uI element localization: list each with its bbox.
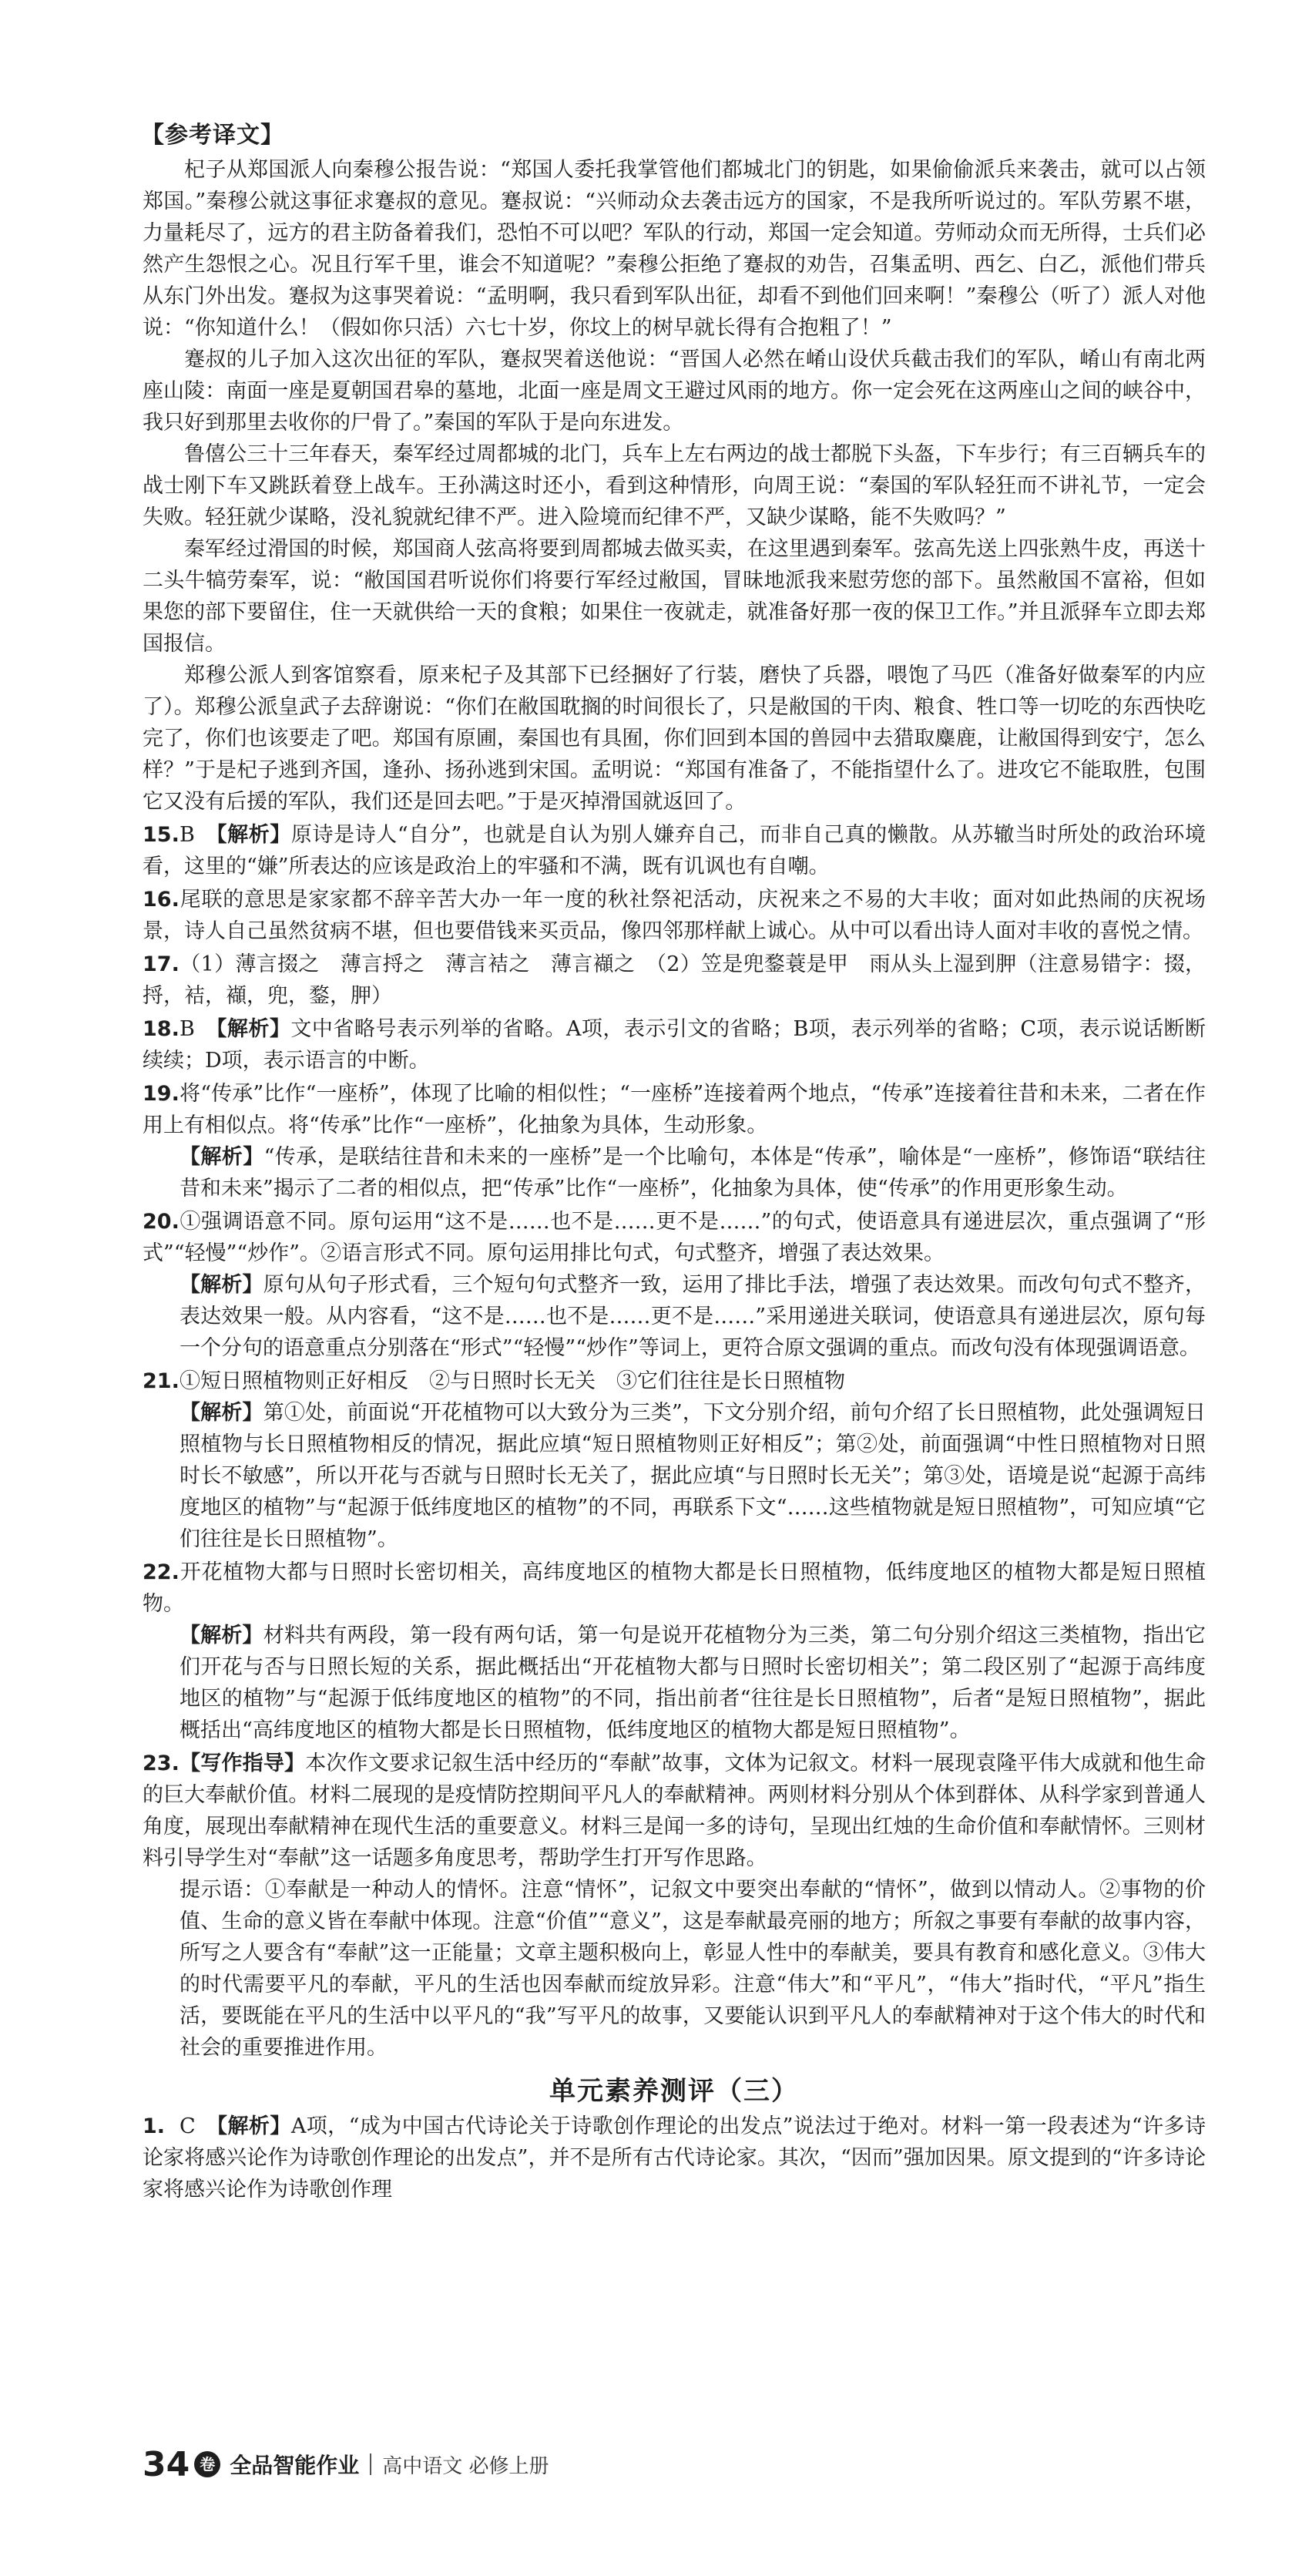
answer-number: 23. <box>143 1751 180 1775</box>
answer-number: 17. <box>143 952 180 976</box>
answer-16 <box>143 884 1206 947</box>
answer-21-analysis <box>180 1397 1206 1555</box>
answer-text: 文中省略号表示列举的省略。A项，表示引文的省略；B项，表示列举的省略；C项，表示说话断断续续；D项，表示语言的中断。 <box>143 1017 1206 1073</box>
analysis-tag: 【解析】 <box>216 823 291 847</box>
answer-15 <box>143 819 1206 882</box>
analysis-tag: 【解析】 <box>216 1017 291 1041</box>
translation-paragraph: 蹇叔的儿子加入这次出征的军队，蹇叔哭着送他说：“晋国人必然在崤山设伏兵截击我们的军队，崤山有南北两座山陵：南面一座是夏朝国君皋的墓地，北面一座是周文王避过风雨的地方。你一定会死在这两座山之间的峡谷中，我只好到那里去收你的尸骨了。”秦国的军队于是向东进发。 <box>143 348 1206 435</box>
answer-choice: B <box>180 1017 216 1041</box>
answer-text: ①短日照植物则正好相反 ②与日照时长无关 ③它们往往是长日照植物 <box>180 1369 845 1393</box>
answer-text: A项，“成为中国古代诗论关于诗歌创作理论的出发点”说法过于绝对。材料一第一段表述为“许多诗论家将感兴论作为诗歌创作理论的出发点”，并不是所有古代诗论家。其次，“因而”强加因果。原文提到的“许多诗论家将感兴论作为诗歌创作理 <box>143 2114 1206 2202</box>
answer-number: 19. <box>143 1082 180 1106</box>
page-number: 34 <box>143 2444 190 2484</box>
subject-label: 高中语文 必修上册 <box>382 2454 549 2478</box>
unit-test-title: 单元素养测评（三） <box>549 2076 799 2107</box>
answer-number: 18. <box>143 1017 180 1041</box>
analysis-tag: 【解析】 <box>180 1145 264 1169</box>
analysis-text: “传承，是联结往昔和未来的一座桥”是一个比喻句，本体是“传承”，喻体是“一座桥”，修饰语“联结往昔和未来”揭示了二者的相似点，把“传承”比作“一座桥”，化抽象为具体，使“传承”的作用更形象生动。 <box>180 1145 1206 1201</box>
analysis-tag: 【解析】 <box>216 2114 291 2138</box>
answer-19-analysis <box>180 1141 1206 1204</box>
analysis-text: 第①处，前面说“开花植物可以大致分为三类”，下文分别介绍，前句介绍了长日照植物，此处强调短日照植物与长日照植物相反的情况，据此应填“短日照植物则正好相反”；第②处，前面强调“中性日照植物对日照时长不敏感”，所以开花与否就与日照时长无关了，据此应填“与日照时长无关”；第③处，语境是说“起源于高纬度地区的植物”与“起源于低纬度地区的植物”的不同，再联系下文“……这些植物就是短日照植物”，可知应填“它们往往是长日照植物”。 <box>180 1401 1206 1551</box>
answer-number: 20. <box>143 1210 180 1234</box>
brand-name: 全品智能作业 <box>230 2453 360 2478</box>
analysis-text: 材料共有两段，第一段有两句话，第一句是说开花植物分为三类，第二句分别介绍这三类植物，指出它们开花与否与日照长短的关系，据此概括出“开花植物大都与日照时长密切相关”；第二段区别了“起源于高纬度地区的植物”与“起源于低纬度地区的植物”的不同，指出前者“往往是长日照植物”，后者“是短日照植物”，据此概括出“高纬度地区的植物大都是长日照植物，低纬度地区的植物大都是短日照植物”。 <box>180 1624 1206 1742</box>
answer-choice: B <box>180 823 217 847</box>
answer-17 <box>143 949 1206 1012</box>
answer-number: 16. <box>143 888 180 912</box>
answer-21 <box>143 1365 1206 1397</box>
answer-number: 1. <box>143 2114 166 2138</box>
answer-text: 原诗是诗人“自分”，也就是自认为别人嫌弃自己，而非自己真的懒散。从苏辙当时所处的政治环境看，这里的“嫌”所表达的应该是政治上的牢骚和不满，既有讥讽也有自嘲。 <box>143 823 1206 878</box>
translation-paragraph: 鲁僖公三十三年春天，秦军经过周都城的北门，兵车上左右两边的战士都脱下头盔，下车步行；有三百辆兵车的战士刚下车又跳跃着登上战车。王孙满这时还小，看到这种情形，向周王说：“秦国的军队轻狂而不讲礼节，一定会失败。轻狂就少谋略，没礼貌就纪律不严。进入险境而纪律不严，又缺少谋略，能不失败吗？” <box>143 442 1206 529</box>
answer-text: 开花植物大都与日照时长密切相关，高纬度地区的植物大都是长日照植物，低纬度地区的植物大都是短日照植物。 <box>143 1560 1206 1616</box>
analysis-tag: 【解析】 <box>180 1401 263 1425</box>
answer-22-analysis <box>180 1620 1206 1746</box>
answer-text: 尾联的意思是家家都不辞辛苦大办一年一度的秋社祭祀活动，庆祝来之不易的大丰收；面对如此热闹的庆祝场景，诗人自己虽然贫病不堪，但也要借钱来买贡品，像四邻那样献上诚心。从中可以看出诗人面对丰收的喜悦之情。 <box>143 888 1206 943</box>
answer-19 <box>143 1078 1206 1141</box>
answer-content <box>143 116 1206 2205</box>
answer-23-tips: 提示语：①奉献是一种动人的情怀。注意“情怀”，记叙文中要突出奉献的“情怀”，做到以情动人。②事物的价值、生命的意义皆在奉献中体现。注意“价值”“意义”，这是奉献最亮丽的地方；所叙之事要有奉献的故事内容，所写之人要含有“奉献”这一正能量；文章主题积极向上，彰显人性中的奉献美，要具有教育和感化意义。③伟大的时代需要平凡的奉献，平凡的生活也因奉献而绽放异彩。注意“伟大”和“平凡”，“伟大”指时代，“平凡”指生活，要既能在平凡的生活中以平凡的“我”写平凡的故事，又要能认识到平凡人的奉献精神对于这个伟大的时代和社会的重要推进作用。 <box>180 1878 1206 2060</box>
answer-text: （1）薄言掇之 薄言捋之 薄言袺之 薄言襭之 （2）笠是兜鍪蓑是甲 雨从头上湿到胛（注意易错字：掇，捋，袺，襭，兜，鍪，胛） <box>143 952 1206 1008</box>
juan-badge: 卷 <box>194 2451 220 2477</box>
answer-23 <box>143 1748 1206 1874</box>
translation-paragraph: 秦军经过滑国的时候，郑国商人弦高将要到周都城去做买卖，在这里遇到秦军。弦高先送上四张熟牛皮，再送十二头牛犒劳秦军，说：“敝国国君听说你们将要行军经过敝国，冒昧地派我来慰劳您的部下。虽然敝国不富裕，但如果您的部下要留住，住一天就供给一天的食粮；如果住一夜就走，就准备好那一夜的保卫工作。”并且派驿车立即去郑国报信。 <box>143 537 1206 656</box>
answer-18 <box>143 1013 1206 1076</box>
analysis-tag: 【解析】 <box>180 1624 263 1647</box>
analysis-text: 原句从句子形式看，三个短句句式整齐一致，运用了排比手法，增强了表达效果。而改句句式不整齐，表达效果一般。从内容看，“这不是……也不是……更不是……”采用递进关联词，使语意具有递进层次，原句每一个分句的语意重点分别落在“形式”“轻慢”“炒作”等词上，更符合原文强调的重点。而改句没有体现强调语意。 <box>180 1273 1206 1360</box>
answer-number: 21. <box>143 1369 180 1393</box>
answer-choice: C <box>180 2114 217 2138</box>
writing-guide-tag: 【写作指导】 <box>180 1751 306 1775</box>
footer-divider <box>370 2453 371 2475</box>
answer-text: 将“传承”比作“一座桥”，体现了比喻的相似性；“一座桥”连接着两个地点，“传承”连接着往昔和未来，二者在作用上有相似点。将“传承”比作“一座桥”，化抽象为具体，生动形象。 <box>143 1082 1206 1137</box>
answer-number: 22. <box>143 1560 180 1584</box>
answer-1 <box>143 2111 1206 2205</box>
analysis-tag: 【解析】 <box>180 1273 263 1297</box>
answer-20 <box>143 1206 1206 1269</box>
translation-paragraph: 杞子从郑国派人向秦穆公报告说：“郑国人委托我掌管他们都城北门的钥匙，如果偷偷派兵来袭击，就可以占领郑国。”秦穆公就这事征求蹇叔的意见。蹇叔说：“兴师动众去袭击远方的国家，不是我所听说过的。军队劳累不堪，力量耗尽了，远方的君主防备着我们，恐怕不可以吧？军队的行动，郑国一定会知道。劳师动众而无所得，士兵们必然产生怨恨之心。况且行军千里，谁会不知道呢？”秦穆公拒绝了蹇叔的劝告，召集孟明、西乞、白乙，派他们带兵从东门外出发。蹇叔为这事哭着说：“孟明啊，我只看到军队出征，却看不到他们回来啊！”秦穆公（听了）派人对他说：“你知道什么！（假如你只活）六七十岁，你坟上的树早就长得有合抱粗了！” <box>143 158 1206 340</box>
answer-number: 15. <box>143 823 180 847</box>
answer-22 <box>143 1557 1206 1620</box>
answer-20-analysis <box>180 1269 1206 1364</box>
translation-title: 【参考译文】 <box>141 122 284 149</box>
page-footer <box>143 2441 549 2487</box>
answer-text: 本次作文要求记叙生活中经历的“奉献”故事，文体为记叙文。材料一展现袁隆平伟大成就和他生命的巨大奉献价值。材料二展现的是疫情防控期间平凡人的奉献精神。两则材料分别从个体到群体、从科学家到普通人角度，展现出奉献精神在现代生活的重要意义。材料三是闻一多的诗句，呈现出红烛的生命价值和奉献情怀。三则材料引导学生对“奉献”这一话题多角度思考，帮助学生打开写作思路。 <box>143 1751 1206 1870</box>
translation-paragraph: 郑穆公派人到客馆察看，原来杞子及其部下已经捆好了行装，磨快了兵器，喂饱了马匹（准备好做秦军的内应了）。郑穆公派皇武子去辞谢说：“你们在敝国耽搁的时间很长了，只是敝国的干肉、粮食、牲口等一切吃的东西快吃完了，你们也该要走了吧。郑国有原圃，秦国也有具囿，你们回到本国的兽园中去猎取麋鹿，让敝国得到安宁，怎么样？”于是杞子逃到齐国，逢孙、扬孙逃到宋国。孟明说：“郑国有准备了，不能指望什么了。进攻它不能取胜，包围它又没有后援的军队，我们还是回去吧。”于是灭掉滑国就返回了。 <box>143 663 1206 814</box>
answer-text: ①强调语意不同。原句运用“这不是……也不是……更不是……”的句式，使语意具有递进层次，重点强调了“形式”“轻慢”“炒作”。②语言形式不同。原句运用排比句式，句式整齐，增强了表达效果。 <box>143 1210 1206 1265</box>
